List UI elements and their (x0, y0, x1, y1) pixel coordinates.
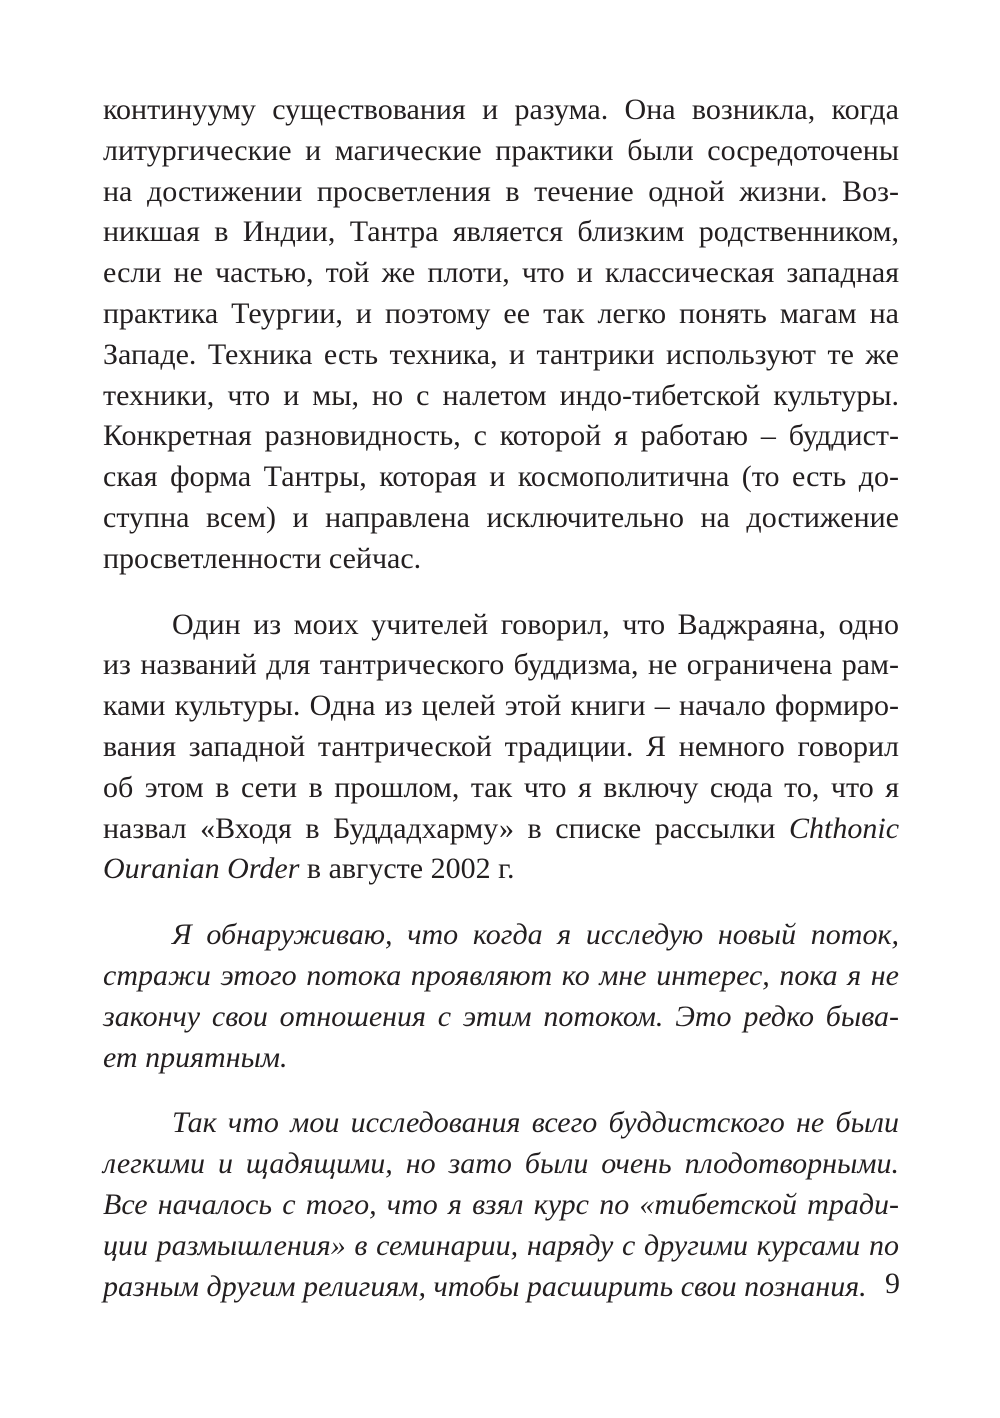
text-line: если не частью, той же плоти, что и классическая западная (103, 256, 899, 290)
text-line: закончу свои отношения с этим потоком. Это редко быва- (103, 999, 899, 1033)
text-line: ции размышления» в семинарии, наряду с другими курсами по (103, 1228, 899, 1262)
text-line: Все началось с того, что я взял курс по «тибетской тради- (103, 1187, 899, 1221)
text-line: стражи этого потока проявляют ко мне интерес, пока я не (103, 958, 899, 992)
paragraph-gap (103, 1078, 899, 1103)
page-number: 9 (885, 1267, 900, 1300)
text-line: ет приятным. (103, 1040, 288, 1074)
text-line: Я обнаруживаю, что когда я исследую новый поток, (172, 918, 899, 952)
text-line: вания западной тантрической традиции. Я немного говорил (103, 729, 899, 763)
text-line: Конкретная разновидность, с которой я работаю – буддист- (103, 419, 899, 453)
text-line: техники, что и мы, но с налетом индо-тибетской культуры. (103, 378, 899, 412)
paragraph-gap (103, 890, 899, 915)
text-line: из названий для тантрического буддизма, не ограничена рам- (103, 648, 899, 682)
text-line-with-italic (103, 809, 899, 850)
italic-title: Chthonic (789, 811, 900, 845)
page-body (103, 90, 899, 1307)
text-line: Так что мои исследования всего буддистского не были (172, 1106, 899, 1140)
text-segment: в августе 2002 г. (306, 852, 515, 886)
text-line: практика Теургии, и поэтому ее так легко понять магам на (103, 296, 899, 330)
text-line: легкими и щадящими, но зато были очень плодотворными. (103, 1147, 899, 1181)
text-line: никшая в Индии, Тантра является близким родственником, (103, 215, 899, 249)
text-segment: назвал «Входя в Буддадхарму» в списке рассылки (103, 811, 776, 845)
paragraph-1 (103, 90, 899, 580)
text-line: ками культуры. Одна из целей этой книги – начало формиро- (103, 689, 899, 723)
text-line: ская форма Тантры, которая и космополитична (то есть до- (103, 460, 899, 494)
text-line: континууму существования и разума. Она возникла, когда (103, 93, 899, 126)
text-line: об этом в сети в прошлом, так что я включу сюда то, что я (103, 770, 899, 804)
italic-title: Ouranian Order (103, 852, 300, 886)
text-line-with-italic (103, 849, 899, 890)
text-line: Западе. Техника есть техника, и тантрики используют те же (103, 337, 899, 371)
text-line: разным другим религиям, чтобы расширить свои познания. (103, 1269, 867, 1303)
quote-paragraph-1 (103, 915, 899, 1078)
text-line: Один из моих учителей говорил, что Ваджраяна, одно (172, 607, 899, 641)
text-line: ступна всем) и направлена исключительно на достижение (103, 500, 899, 534)
text-line: на достижении просветления в течение одной жизни. Воз- (103, 174, 899, 208)
paragraph-2 (103, 605, 899, 891)
quote-paragraph-2 (103, 1103, 899, 1307)
paragraph-gap (103, 580, 899, 605)
text-line: просветленности сейчас. (103, 541, 422, 575)
text-line: литургические и магические практики были сосредоточены (103, 133, 899, 167)
